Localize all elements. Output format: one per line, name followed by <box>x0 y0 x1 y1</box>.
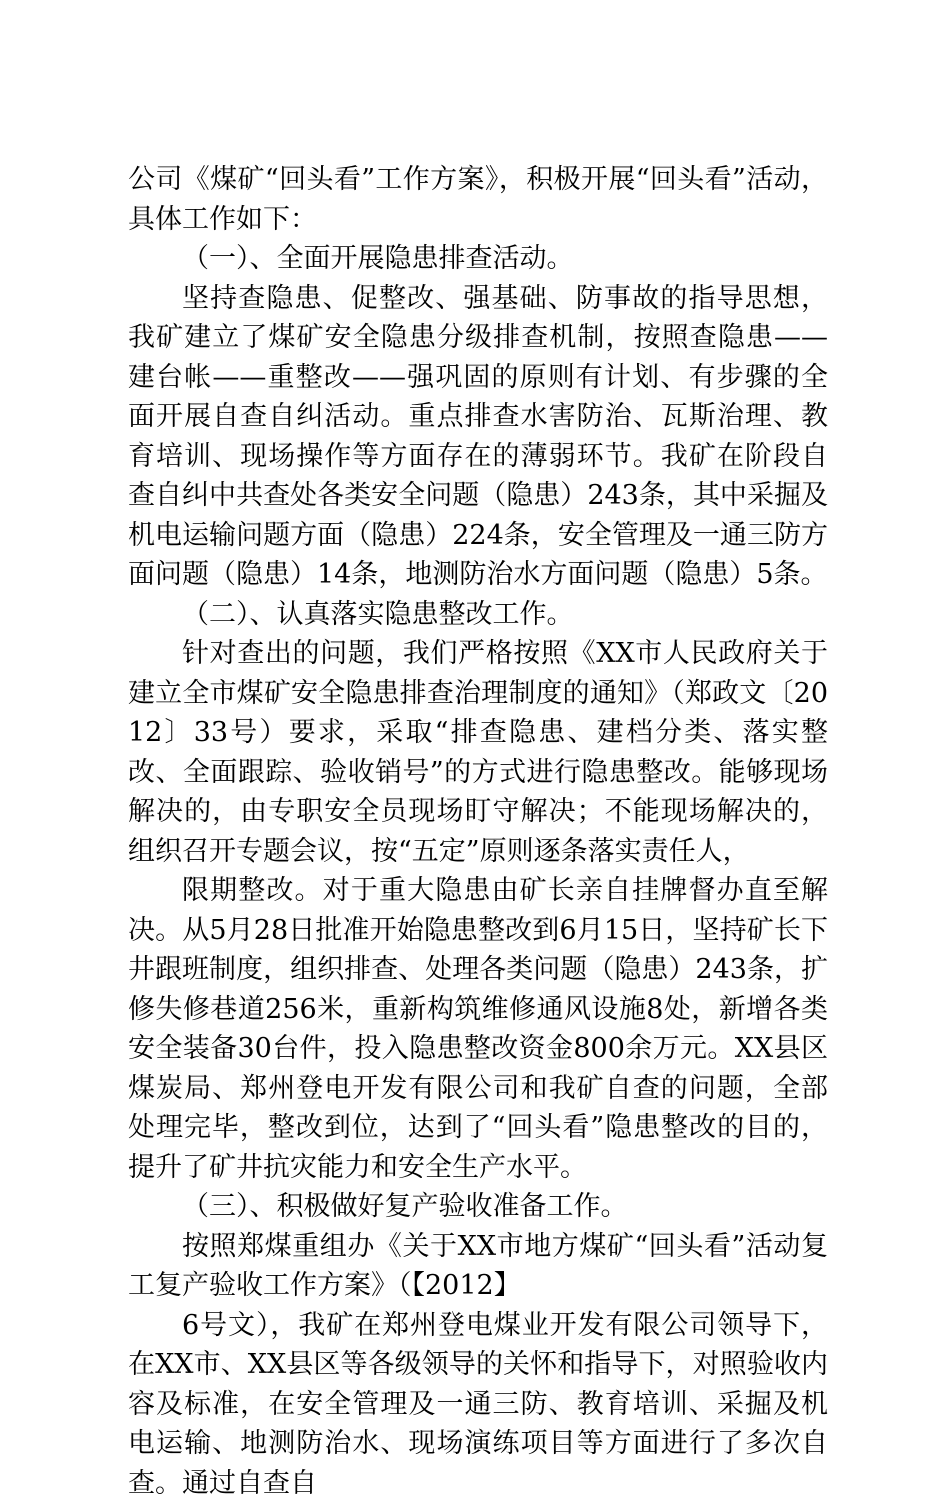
section-3-paragraph-1: 按照郑煤重组办《关于XX市地方煤矿“回头看”活动复工复产验收工作方案》（【2012】 <box>128 1227 828 1306</box>
section-2-paragraph-2: 限期整改。对于重大隐患由矿长亲自挂牌督办直至解决。从5月28日批准开始隐患整改到6月15日，坚持矿长下井跟班制度，组织排查、处理各类问题（隐患）243条，扩修失修巷道256米，重新构筑维修通风设施8处，新增各类安全装备30台件，投入隐患整改资金800余万元。XX县区煤炭局、郑州登电开发有限公司和我矿自查的问题，全部处理完毕，整改到位，达到了“回头看”隐患整改的目的，提升了矿井抗灾能力和安全生产水平。 <box>128 871 828 1187</box>
section-heading-1: （一）、全面开展隐患排查活动。 <box>128 239 828 279</box>
intro-paragraph: 公司《煤矿“回头看”工作方案》，积极开展“回头看”活动，具体工作如下： <box>128 160 828 239</box>
section-heading-2: （二）、认真落实隐患整改工作。 <box>128 595 828 635</box>
document-body <box>128 160 828 1503</box>
section-heading-3: （三）、积极做好复产验收准备工作。 <box>128 1187 828 1227</box>
section-2-paragraph-1: 针对查出的问题，我们严格按照《XX市人民政府关于建立全市煤矿安全隐患排查治理制度的通知》（郑政文〔2012〕33号）要求，采取“排查隐患、建档分类、落实整改、全面跟踪、验收销号”的方式进行隐患整改。能够现场解决的，由专职安全员现场盯守解决；不能现场解决的，组织召开专题会议，按“五定”原则逐条落实责任人， <box>128 634 828 871</box>
section-1-paragraph: 坚持查隐患、促整改、强基础、防事故的指导思想，我矿建立了煤矿安全隐患分级排查机制，按照查隐患——建台帐——重整改——强巩固的原则有计划、有步骤的全面开展自查自纠活动。重点排查水害防治、瓦斯治理、教育培训、现场操作等方面存在的薄弱环节。我矿在阶段自查自纠中共查处各类安全问题（隐患）243条，其中采掘及机电运输问题方面（隐患）224条，安全管理及一通三防方面问题（隐患）14条，地测防治水方面问题（隐患）5条。 <box>128 279 828 595</box>
section-3-paragraph-2: 6号文），我矿在郑州登电煤业开发有限公司领导下，在XX市、XX县区等各级领导的关怀和指导下，对照验收内容及标准，在安全管理及一通三防、教育培训、采掘及机电运输、地测防治水、现场演练项目等方面进行了多次自查。通过自查自 <box>128 1306 828 1503</box>
